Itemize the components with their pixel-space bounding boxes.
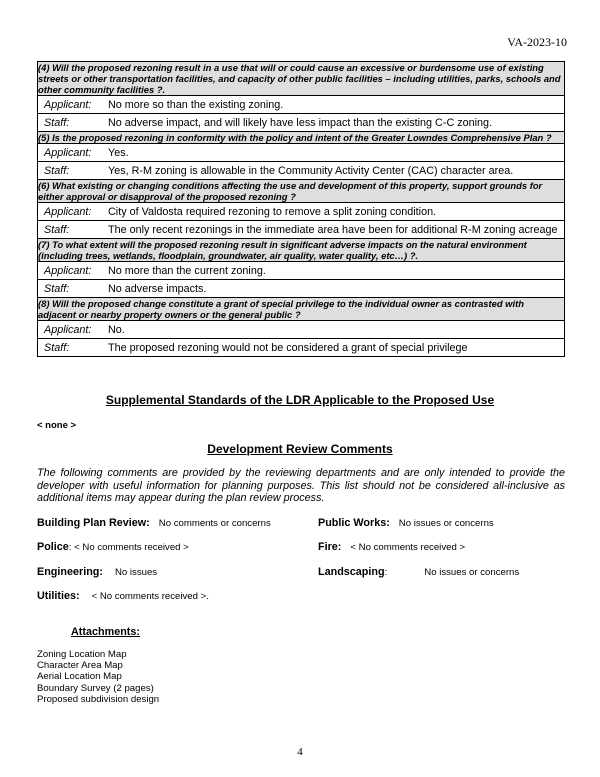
- applicant-label: Applicant:: [44, 205, 92, 218]
- applicant-label: Applicant:: [44, 98, 92, 111]
- applicant-answer-cell: [38, 321, 565, 339]
- fire-comment: [318, 541, 465, 553]
- question-row: [38, 62, 565, 96]
- staff-answer-row: [38, 339, 565, 357]
- staff-answer-cell: [38, 339, 565, 357]
- applicant-answer-cell: [38, 144, 565, 162]
- applicant-answer-text: No.: [108, 323, 125, 336]
- staff-answer-row: [38, 280, 565, 298]
- question-row: [38, 239, 565, 262]
- staff-answer-cell: [38, 280, 565, 298]
- staff-answer-text: No adverse impacts.: [108, 282, 207, 295]
- utilities-comment: [37, 590, 209, 602]
- applicant-answer-text: No more so than the existing zoning.: [108, 98, 284, 111]
- staff-answer-cell: [38, 221, 565, 239]
- applicant-answer-text: City of Valdosta required rezoning to remove a split zoning condition.: [108, 205, 437, 218]
- attachment-item: Boundary Survey (2 pages): [37, 682, 154, 694]
- landscaping-comment: [318, 566, 519, 578]
- engineering-label: Engineering:: [37, 566, 103, 578]
- applicant-answer-row: [38, 321, 565, 339]
- applicant-answer-cell: [38, 203, 565, 221]
- supplemental-standards-title: Supplemental Standards of the LDR Applicable to the Proposed Use: [105, 393, 495, 407]
- page-number: 4: [297, 746, 303, 758]
- applicant-label: Applicant:: [44, 323, 92, 336]
- criteria-table-body: [38, 62, 565, 357]
- question-row: [38, 180, 565, 203]
- applicant-answer-row: [38, 203, 565, 221]
- staff-answer-row: [38, 114, 565, 132]
- public-works-label: Public Works:: [318, 517, 390, 529]
- applicant-answer-text: No more than the current zoning.: [108, 264, 266, 277]
- applicant-answer-row: [38, 262, 565, 280]
- question-text: (8) Will the proposed change constitute a grant of special privilege to the individual owner as contrasted with adjacent or nearby property owners or the general public ?: [38, 298, 565, 321]
- staff-label: Staff:: [44, 223, 70, 236]
- applicant-label: Applicant:: [44, 264, 92, 277]
- development-review-title: Development Review Comments: [207, 442, 393, 456]
- attachments-title: Attachments:: [71, 626, 140, 638]
- landscaping-value: No issues or concerns: [424, 567, 520, 578]
- engineering-value: No issues: [114, 567, 158, 578]
- staff-answer-text: Yes, R-M zoning is allowable in the Community Activity Center (CAC) character area.: [108, 164, 514, 177]
- staff-label: Staff:: [44, 341, 70, 354]
- utilities-label: Utilities:: [37, 590, 80, 602]
- applicant-answer-cell: [38, 262, 565, 280]
- police-value: : < No comments received >: [68, 542, 189, 553]
- development-review-intro: The following comments are provided by the reviewing departments and are only intended to provide the developer with useful information for planning purposes. This list should not be considered all-inclusive as additional items may appear during the plan review process.: [37, 467, 565, 504]
- question-text: (4) Will the proposed rezoning result in a use that will or could cause an excessive or burdensome use of existing streets or other transportation facilities, and capacity of other public facilities – including utilities, parks, schools and other community facilities ?.: [38, 62, 565, 96]
- police-label: Police: [37, 541, 69, 553]
- fire-label: Fire:: [318, 541, 342, 553]
- document-id: VA-2023-10: [507, 35, 567, 49]
- applicant-label: Applicant:: [44, 146, 92, 159]
- building-plan-review-comment: [37, 517, 271, 529]
- staff-answer-text: The only recent rezonings in the immediate area have been for additional R-M zoning acreage: [108, 223, 558, 236]
- staff-answer-row: [38, 162, 565, 180]
- police-comment: [37, 541, 189, 553]
- public-works-value: No issues or concerns: [398, 518, 494, 529]
- landscaping-label: Landscaping: [318, 566, 385, 578]
- attachment-item: Proposed subdivision design: [37, 693, 160, 705]
- public-works-comment: [318, 517, 494, 529]
- applicant-answer-row: [38, 144, 565, 162]
- staff-answer-text: No adverse impact, and will likely have less impact than the existing C-C zoning.: [108, 116, 493, 129]
- engineering-comment: [37, 566, 157, 578]
- supplemental-standards-value: < none >: [37, 420, 77, 431]
- building-plan-review-label: Building Plan Review:: [37, 517, 150, 529]
- rezoning-criteria-table: [37, 61, 565, 357]
- applicant-answer-cell: [38, 96, 565, 114]
- staff-answer-text: The proposed rezoning would not be considered a grant of special privilege: [108, 341, 468, 354]
- question-text: (7) To what extent will the proposed rezoning result in significant adverse impacts on the natural environment (including trees, wetlands, floodplain, groundwater, air quality, water quality, etc…) ?.: [38, 239, 565, 262]
- attachments-list: [37, 649, 159, 705]
- staff-label: Staff:: [44, 164, 70, 177]
- utilities-value: < No comments received >.: [91, 591, 209, 602]
- question-text: (6) What existing or changing conditions affecting the use and development of this property, support grounds for either approval or disapproval of the proposed rezoning ?: [38, 180, 565, 203]
- staff-answer-cell: [38, 162, 565, 180]
- attachment-item: Aerial Location Map: [37, 671, 122, 683]
- landscaping-colon: :: [384, 567, 388, 578]
- applicant-answer-text: Yes.: [108, 146, 129, 159]
- attachment-item: Character Area Map: [37, 660, 123, 672]
- attachment-item: Zoning Location Map: [37, 649, 127, 660]
- question-text: (5) Is the proposed rezoning in conformity with the policy and intent of the Greater Lowndes Comprehensive Plan ?: [38, 132, 565, 144]
- applicant-answer-row: [38, 96, 565, 114]
- question-row: [38, 132, 565, 144]
- staff-answer-row: [38, 221, 565, 239]
- fire-value: < No comments received >: [350, 542, 466, 553]
- staff-label: Staff:: [44, 282, 70, 295]
- building-plan-review-value: No comments or concerns: [158, 518, 271, 529]
- staff-label: Staff:: [44, 116, 70, 129]
- staff-answer-cell: [38, 114, 565, 132]
- question-row: [38, 298, 565, 321]
